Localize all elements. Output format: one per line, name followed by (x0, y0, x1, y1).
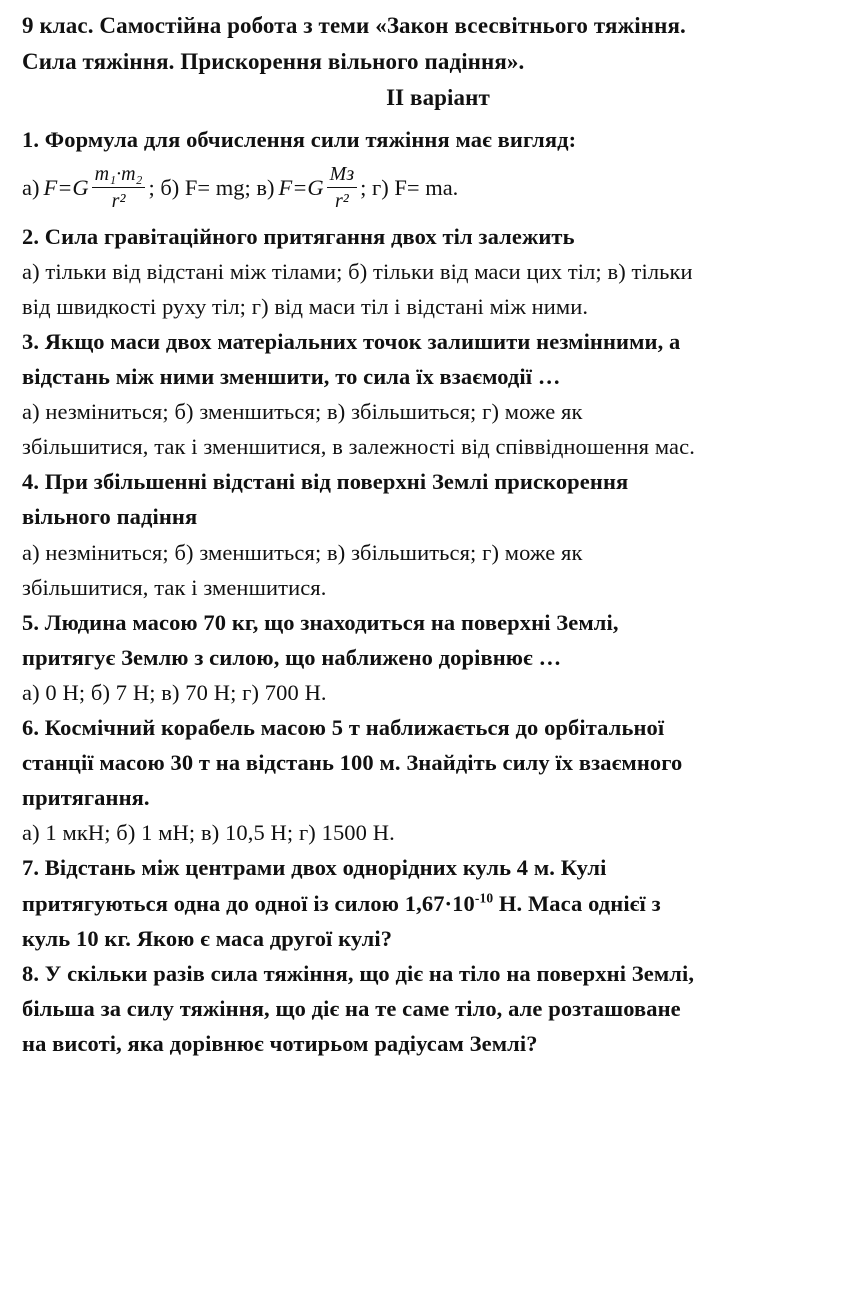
question-7-line-2 (22, 886, 854, 921)
question-6-answers: а) 1 мкН; б) 1 мН; в) 10,5 Н; г) 1500 Н. (22, 820, 395, 846)
header-title-line-1: 9 клас. Самостійна робота з теми «Закон всесвітнього тяжіння. (22, 13, 686, 38)
question-3-answers-line-1: а) незміниться; б) зменшиться; в) збільшиться; г) може як (22, 399, 583, 425)
question-3-answers-line-2: збільшитися, так і зменшитися, в залежності від співвідношення мас. (22, 434, 695, 460)
variant-title: ІІ варіант (386, 84, 490, 110)
answer-a-label: а) (22, 174, 40, 200)
question-1: 1. Формула для обчислення сили тяжіння має вигляд: (22, 126, 577, 152)
answer-d-text: ; г) F= ma. (360, 174, 459, 200)
question-7-exponent: -10 (474, 890, 494, 905)
formula-c-fraction (327, 163, 357, 212)
header-title-line-2: Сила тяжіння. Прискорення вільного падіння». (22, 48, 525, 74)
formula-c-numerator: Mз (327, 163, 357, 188)
answer-b-text: ; б) F= mg; в) (148, 174, 275, 200)
question-7-line-2-start: притягуються одна до одної із силою 1,67·10 (22, 890, 475, 916)
question-4-answers-line-1: а) незміниться; б) зменшиться; в) збільшиться; г) може як (22, 539, 583, 565)
question-6-line-3: притягання. (22, 785, 150, 811)
question-3-line-2: відстань між ними зменшити, то сила їх взаємодії … (22, 364, 561, 390)
question-4-line-2: вільного падіння (22, 504, 198, 530)
formula-a-fraction (92, 163, 146, 212)
question-2-answers-line-1: а) тільки від відстані між тілами; б) тільки від маси цих тіл; в) тільки (22, 258, 693, 284)
question-6-line-2: станції масою 30 т на відстань 100 м. Знайдіть силу їх взаємного (22, 750, 683, 776)
question-7-line-1: 7. Відстань між центрами двох однорідних куль 4 м. Кулі (22, 855, 607, 881)
question-7-line-2-end: Н. Маса однієї з (493, 890, 661, 916)
question-8-line-2: більша за силу тяжіння, що діє на те саме тіло, але розташоване (22, 995, 681, 1021)
question-8-line-3: на висоті, яка дорівнює чотирьом радіусам Землі? (22, 1030, 538, 1056)
formula-a-numerator: m₁·m₂ (92, 163, 146, 188)
question-8-line-1: 8. У скільки разів сила тяжіння, що діє на тіло на поверхні Землі, (22, 960, 695, 986)
question-2-answers-line-2: від швидкості руху тіл; г) від маси тіл і відстані між ними. (22, 293, 589, 319)
question-3-line-1: 3. Якщо маси двох матеріальних точок залишити незмінними, а (22, 329, 681, 354)
formula-a-lhs: F=G (43, 174, 89, 200)
question-5-line-1: 5. Людина масою 70 кг, що знаходиться на поверхні Землі, (22, 609, 619, 635)
question-1-answers (22, 157, 854, 219)
question-2: 2. Сила гравітаційного притягання двох тіл залежить (22, 223, 575, 249)
formula-a-denominator: r² (111, 190, 126, 213)
question-4-answers-line-2: збільшитися, так і зменшитися. (22, 574, 327, 600)
formula-c-denominator: r² (335, 190, 349, 213)
formula-c-lhs: F=G (278, 174, 324, 200)
question-4-line-1: 4. При збільшенні відстані від поверхні Землі прискорення (22, 469, 629, 495)
question-5-answers: а) 0 Н; б) 7 Н; в) 70 Н; г) 700 Н. (22, 679, 327, 705)
question-5-line-2: притягує Землю з силою, що наближено дорівнює … (22, 644, 562, 670)
question-7-line-3: куль 10 кг. Якою є маса другої кулі? (22, 925, 393, 951)
question-6-line-1: 6. Космічний корабель масою 5 т наближається до орбітальної (22, 715, 665, 741)
